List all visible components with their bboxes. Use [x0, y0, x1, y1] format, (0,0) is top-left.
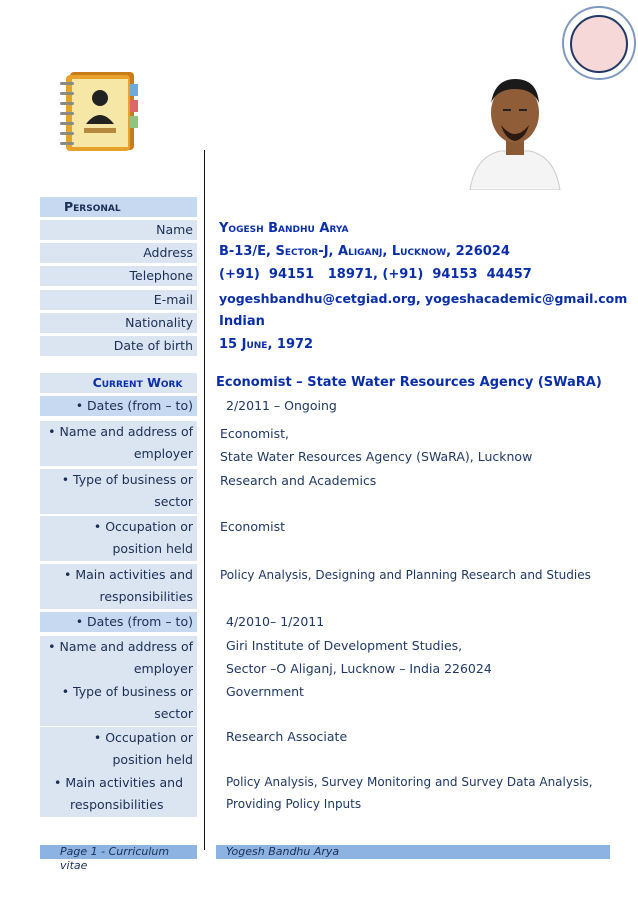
business-label-line1: • Type of business or [61, 684, 193, 699]
job2-activities-line1: Policy Analysis, Survey Monitoring and Survey Data Analysis, [226, 775, 593, 789]
employer-label-line2: employer [133, 661, 193, 676]
job2-business-label [40, 681, 197, 726]
footer-left-text: Page 1 - Curriculum vitae [60, 845, 170, 872]
personal-heading-text: Personal [64, 199, 121, 214]
business-label-line1: • Type of business or [61, 472, 193, 487]
profile-photo [465, 65, 565, 190]
name-value: Yogesh Bandhu Arya [219, 221, 349, 236]
job1-dates-label: • Dates (from – to) [40, 396, 197, 416]
job2-dates-label: • Dates (from – to) [40, 612, 197, 632]
job1-business-label [40, 469, 197, 514]
dob-label: Date of birth [40, 336, 197, 356]
footer-left [40, 845, 197, 872]
business-label-line2: sector [154, 494, 193, 509]
occupation-label-line2: position held [112, 541, 193, 556]
job1-activities-label [40, 564, 197, 609]
dob-value: 15 June, 1972 [219, 337, 314, 352]
footer-right-text: Yogesh Bandhu Arya [226, 845, 340, 858]
occupation-label-line1: • Occupation or [93, 519, 193, 534]
job1-occupation-label [40, 516, 197, 561]
business-label-line2: sector [154, 706, 193, 721]
job1-dates-value: 2/2011 – Ongoing [226, 398, 337, 413]
section-heading-personal [40, 197, 197, 217]
job2-activities-label [40, 772, 197, 817]
telephone-value: (+91) 94151 18971, (+91) 94153 44457 [219, 267, 532, 282]
address-book-icon [50, 70, 145, 155]
job1-employer-label [40, 421, 197, 466]
current-work-title: Economist – State Water Resources Agency (SWaRA) [216, 375, 602, 390]
job2-employer-label [40, 636, 197, 681]
footer-right [216, 845, 610, 859]
employer-label-line1: • Name and address of [48, 639, 193, 654]
address-label: Address [40, 243, 197, 263]
job1-business-value: Research and Academics [220, 473, 377, 488]
job2-employer-line1: Giri Institute of Development Studies, [226, 638, 463, 653]
job1-occupation-value: Economist [220, 519, 286, 534]
address-value: B-13/E, Sector-J, Aliganj, Lucknow, 226024 [219, 244, 510, 259]
job2-occupation-label [40, 727, 197, 772]
job2-employer-line2: Sector –O Aliganj, Lucknow – India 226024 [226, 661, 492, 676]
current-work-heading-text: Current Work [92, 375, 183, 390]
employer-label-line1: • Name and address of [48, 424, 193, 439]
activities-label-line1: • Main activities and [54, 775, 184, 790]
column-divider [204, 150, 205, 850]
employer-label-line2: employer [133, 446, 193, 461]
email-value[interactable]: yogeshbandhu@cetgiad.org, yogeshacademic@gmail.com [219, 291, 628, 306]
job1-employer-line2: State Water Resources Agency (SWaRA), Lucknow [220, 449, 533, 464]
job2-business-value: Government [226, 684, 304, 699]
occupation-label-line2: position held [112, 752, 193, 767]
decorative-circle-inner [570, 15, 628, 73]
job2-activities-line2: Providing Policy Inputs [226, 797, 362, 811]
name-label: Name [40, 220, 197, 240]
occupation-label-line1: • Occupation or [93, 730, 193, 745]
nationality-label: Nationality [40, 313, 197, 333]
job1-employer-line1: Economist, [220, 426, 290, 441]
nationality-value: Indian [219, 314, 265, 329]
activities-label-line2: responsibilities [99, 589, 193, 604]
job2-occupation-value: Research Associate [226, 729, 348, 744]
job1-activities-value: Policy Analysis, Designing and Planning Research and Studies [220, 568, 591, 582]
activities-label-line2: responsibilities [70, 797, 164, 812]
email-label: E-mail [40, 290, 197, 310]
telephone-label: Telephone [40, 266, 197, 286]
section-heading-current-work [40, 373, 197, 393]
job2-dates-value: 4/2010– 1/2011 [226, 614, 325, 629]
activities-label-line1: • Main activities and [63, 567, 193, 582]
